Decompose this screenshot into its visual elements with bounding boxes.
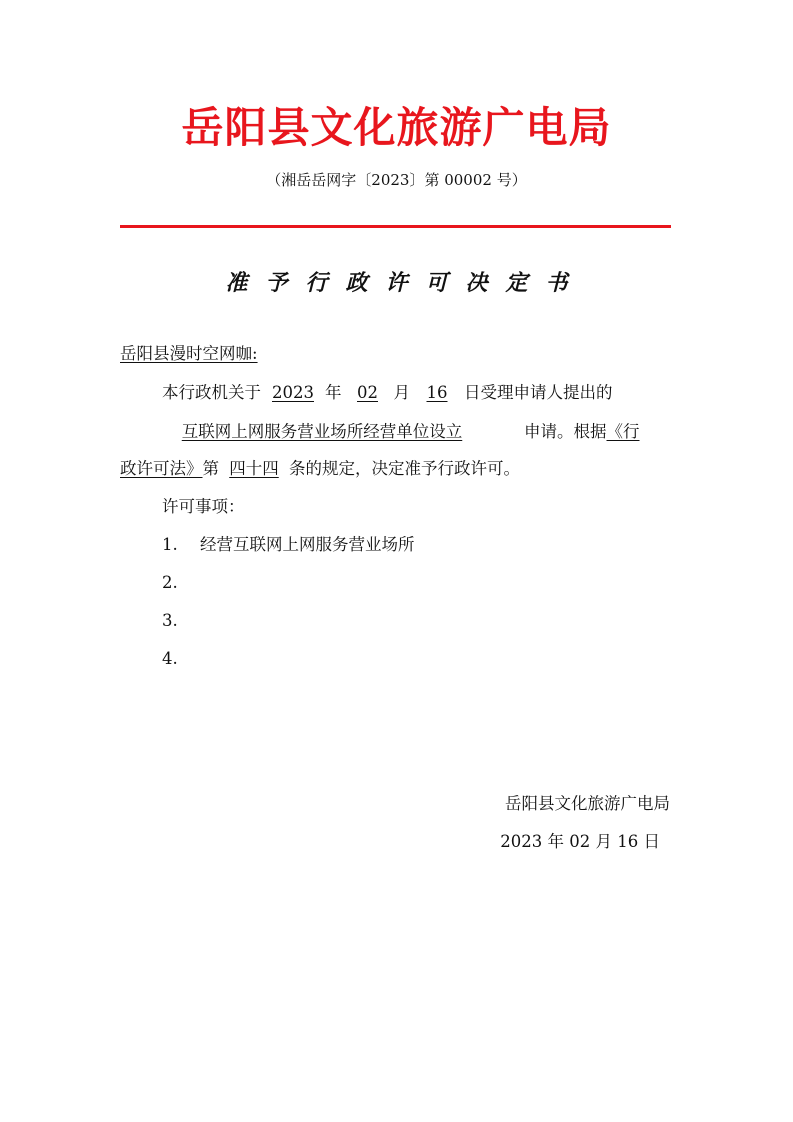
article-prefix: 第 [202,459,219,478]
apply-text: 申请。根据 [524,422,607,441]
law-reference-part1: 《行 [606,422,640,441]
permit-item [162,533,415,557]
permit-item-number: 2. [162,573,178,592]
document-number: （湘岳岳网字〔2023〕第 00002 号） [266,171,527,189]
month-unit: 月 [393,383,410,402]
body-suffix: 日受理申请人提出的 [464,383,613,402]
accept-month: 02 [357,383,378,402]
recipient-name: 岳阳县漫时空网咖 [120,344,252,363]
permit-item [162,609,200,633]
permit-item-number: 1. [162,535,178,554]
agency-title: 岳阳县文化旅游广电局 [181,103,612,152]
document-title: 准予行政许可决定书 [225,270,586,296]
permit-item-number: 4. [162,649,178,668]
permit-items-label: 许可事项： [162,497,245,516]
signature-organization: 岳阳县文化旅游广电局 [505,794,670,813]
conclusion-text: 条的规定，决定准予行政许可。 [289,459,520,478]
signature-date: 2023 年 02 月 16 日 [500,832,660,851]
recipient-colon: : [252,344,258,363]
permit-item-text: 经营互联网上网服务营业场所 [200,535,415,554]
red-divider [120,225,671,228]
accept-day: 16 [426,383,448,402]
permit-item [162,571,200,595]
permit-item-number: 3. [162,611,178,630]
body-line-3 [120,457,520,481]
application-item: 互联网上网服务营业场所经营单位设立 [181,422,463,441]
body-line-2 [120,420,640,444]
recipient-line [120,342,258,366]
accept-year: 2023 [272,383,314,402]
body-prefix: 本行政机关于 [162,383,261,402]
permit-item [162,647,200,671]
law-reference-part2: 政许可法》 [120,459,203,478]
year-unit: 年 [325,383,342,402]
body-line-1 [162,381,613,405]
article-number: 四十四 [229,459,279,478]
